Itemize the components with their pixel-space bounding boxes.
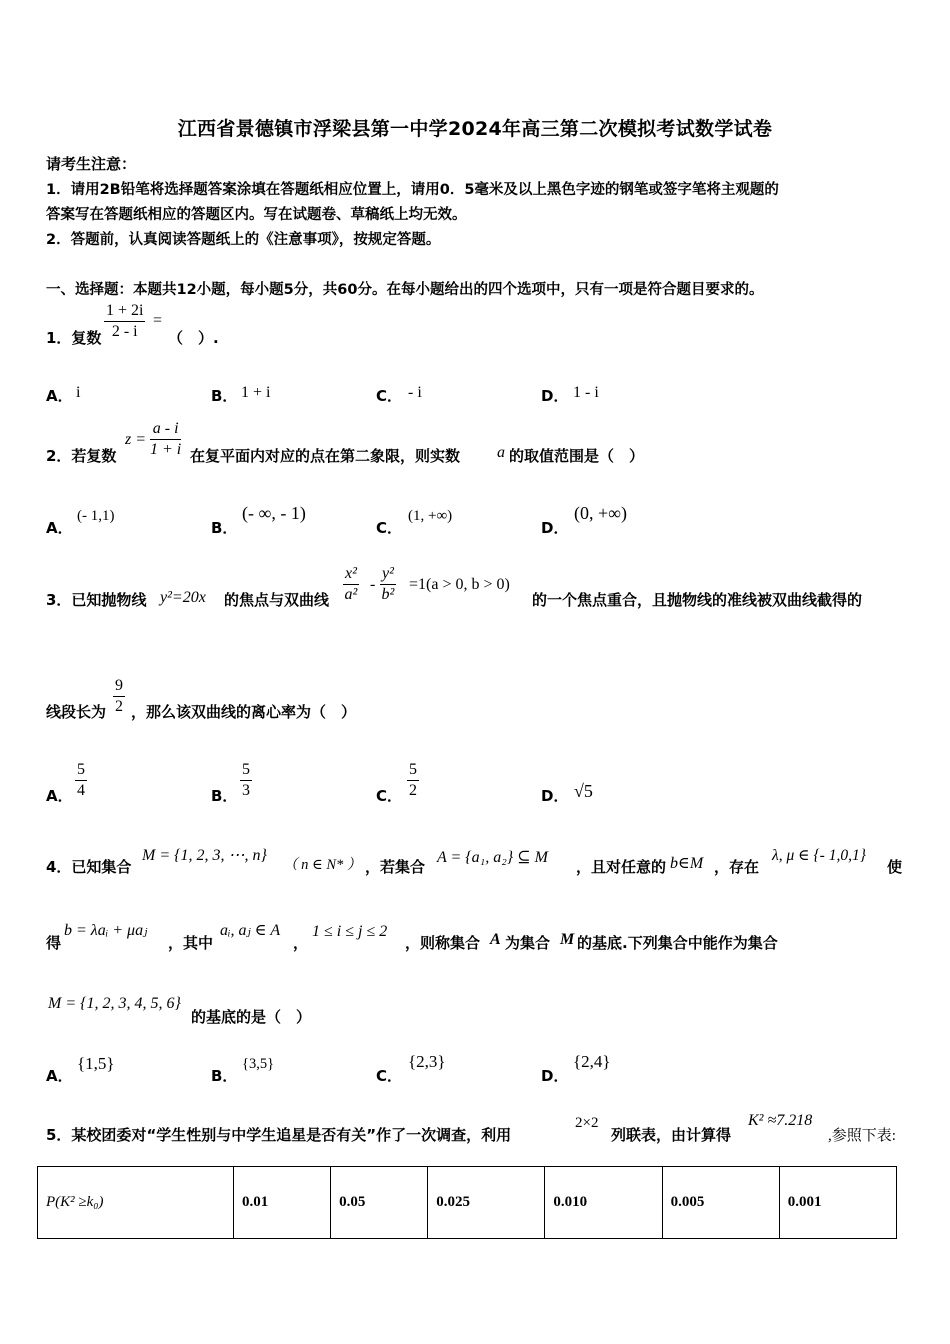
notice-line1a: 1．请用2B铅笔将选择题答案涂填在答题纸相应位置上，请用0．5毫米及以上黑色字迹的钢笔或签字笔将主观题的 bbox=[46, 182, 779, 198]
table-cell: 0.001 bbox=[779, 1167, 896, 1239]
q4-comma: ， bbox=[293, 934, 309, 952]
q4-prefix: 4．已知集合 bbox=[46, 858, 132, 876]
q2-z: z = bbox=[125, 431, 147, 448]
q2-option-d[interactable] bbox=[541, 517, 568, 538]
q3-fraction-9-2 bbox=[113, 676, 125, 717]
q3-line2b: ，那么该双曲线的离心率为（ ） bbox=[131, 703, 357, 721]
q2-denominator: 1 + i bbox=[150, 441, 182, 458]
q3-denominator: 2 bbox=[115, 698, 123, 715]
option-denominator: 3 bbox=[242, 782, 250, 799]
q4-line2d: 为集合 bbox=[505, 934, 551, 952]
q2-option-c[interactable] bbox=[376, 517, 402, 538]
q2-option-c-value: (1, +∞) bbox=[408, 508, 453, 524]
option-label: B． bbox=[211, 787, 238, 805]
table-header-cell: P(K² ≥k₀) bbox=[38, 1167, 234, 1239]
q4-lambda-mu: λ, μ ∈ {- 1,0,1} bbox=[772, 847, 866, 864]
q3-option-a-value bbox=[75, 760, 87, 801]
q3-prefix: 3．已知抛物线 bbox=[46, 591, 147, 609]
q4-b-equation: b = λaᵢ + μaⱼ bbox=[64, 922, 148, 939]
page-title: 江西省景德镇市浮梁县第一中学2024年高三第二次模拟考试数学试卷 bbox=[177, 118, 773, 140]
q3-option-b-value bbox=[240, 760, 252, 801]
table-cell: 0.05 bbox=[331, 1167, 428, 1239]
q1-option-b-value: 1 + i bbox=[241, 384, 271, 401]
q3-suffix: 的一个焦点重合，且抛物线的准线被双曲线截得的 bbox=[532, 591, 863, 609]
q3-b2: b² bbox=[381, 586, 395, 603]
option-label: C． bbox=[376, 787, 403, 805]
q3-parabola: y²=20x bbox=[160, 589, 206, 606]
option-label: B． bbox=[211, 387, 238, 405]
q4-option-d[interactable] bbox=[541, 1065, 568, 1086]
q3-option-b[interactable] bbox=[211, 785, 237, 806]
option-label: D． bbox=[541, 787, 569, 805]
q3-fraction-y bbox=[380, 564, 396, 605]
q5-prefix: 5．某校团委对“学生性别与中学生追星是否有关”作了一次调查，利用 bbox=[46, 1126, 512, 1144]
q3-condition: =1(a > 0, b > 0) bbox=[409, 576, 510, 593]
q1-option-d-value: 1 - i bbox=[573, 384, 599, 401]
k-squared-table bbox=[37, 1166, 897, 1239]
q2-option-b-value: (- ∞, - 1) bbox=[242, 503, 306, 523]
option-label: A． bbox=[46, 387, 73, 405]
q1-equals: = bbox=[153, 312, 163, 329]
q4-set-m: M = {1, 2, 3, ⋯, n} bbox=[142, 847, 267, 864]
q1-denominator: 2 - i bbox=[111, 323, 138, 340]
q1-fraction bbox=[104, 301, 145, 342]
q4-option-c-value: {2,3} bbox=[408, 1052, 446, 1071]
q4-line3: 的基底的是（ ） bbox=[191, 1008, 312, 1026]
option-denominator: 4 bbox=[77, 782, 85, 799]
q2-var-a: a bbox=[497, 444, 505, 461]
q4-line2b: ，其中 bbox=[168, 934, 214, 952]
option-label: D． bbox=[541, 387, 569, 405]
q4-set-m2: M = {1, 2, 3, 4, 5, 6} bbox=[48, 995, 181, 1012]
table-cell: 0.005 bbox=[662, 1167, 779, 1239]
q3-mid: 的焦点与双曲线 bbox=[224, 591, 330, 609]
option-label: D． bbox=[541, 1067, 569, 1085]
q4-line2c: ，则称集合 bbox=[405, 934, 481, 952]
option-label: B． bbox=[211, 519, 238, 537]
q4-line2a: 得 bbox=[46, 934, 62, 952]
q1-option-c-value: - i bbox=[408, 384, 422, 401]
q1-option-a-value: i bbox=[76, 384, 81, 401]
q3-fraction-x bbox=[343, 564, 359, 605]
q2-option-d-value: (0, +∞) bbox=[574, 503, 627, 523]
option-numerator: 5 bbox=[409, 761, 417, 778]
option-label: A． bbox=[46, 519, 73, 537]
q4-inequality: 1 ≤ i ≤ j ≤ 2 bbox=[312, 923, 388, 940]
q3-option-d[interactable] bbox=[541, 785, 568, 806]
q3-numerator: 9 bbox=[113, 676, 125, 697]
q1-prefix: 1．复数 bbox=[46, 329, 102, 347]
q3-x2: x² bbox=[343, 564, 359, 585]
q2-prefix: 2．若复数 bbox=[46, 447, 117, 465]
q2-fraction bbox=[150, 419, 181, 460]
option-label: C． bbox=[376, 519, 403, 537]
option-numerator: 5 bbox=[77, 761, 85, 778]
q3-option-a[interactable] bbox=[46, 785, 73, 806]
q4-option-b-value: {3,5} bbox=[242, 1056, 275, 1072]
q3-option-c[interactable] bbox=[376, 785, 402, 806]
q4-set-a: A = {a₁, a₂} ⊆ M bbox=[437, 849, 548, 866]
option-label: C． bbox=[376, 387, 403, 405]
notice-line1b: 答案写在答题纸相应的答题区内。写在试题卷、草稿纸上均无效。 bbox=[46, 207, 467, 223]
q1-option-b[interactable] bbox=[211, 385, 237, 406]
q4-var-a: A bbox=[490, 931, 501, 948]
q3-option-d-value: √5 bbox=[574, 781, 593, 801]
notice-heading: 请考生注意： bbox=[46, 155, 137, 173]
q4-line2e: 的基底.下列集合中能作为集合 bbox=[577, 934, 778, 952]
option-label: A． bbox=[46, 787, 73, 805]
q4-option-d-value: {2,4} bbox=[573, 1052, 611, 1071]
option-label: B． bbox=[211, 1067, 238, 1085]
table-cell: 0.010 bbox=[545, 1167, 662, 1239]
q4-option-a-value: {1,5} bbox=[77, 1054, 115, 1073]
section-heading: 一、选择题：本题共12小题，每小题5分，共60分。在每小题给出的四个选项中，只有一项是符合题目要求的。 bbox=[46, 282, 764, 298]
option-label: D． bbox=[541, 519, 569, 537]
q1-numerator: 1 + 2i bbox=[104, 301, 145, 322]
q2-option-a[interactable] bbox=[46, 517, 73, 538]
q2-mid: 在复平面内对应的点在第二象限，则实数 bbox=[190, 447, 461, 465]
option-label: C． bbox=[376, 1067, 403, 1085]
q4-mid3: ，存在 bbox=[714, 858, 760, 876]
q1-option-c[interactable] bbox=[376, 385, 402, 406]
q1-option-d[interactable] bbox=[541, 385, 568, 406]
q2-option-a-value: (- 1,1) bbox=[77, 508, 115, 524]
q3-y2: y² bbox=[380, 564, 396, 585]
q4-mid1: ，若集合 bbox=[365, 858, 426, 876]
option-label: A． bbox=[46, 1067, 73, 1085]
table-cell: 0.025 bbox=[428, 1167, 545, 1239]
option-denominator: 2 bbox=[409, 782, 417, 799]
q4-ai-aj: aᵢ, aⱼ ∈ A bbox=[220, 922, 281, 939]
q3-minus: - bbox=[370, 576, 376, 593]
q4-b-in-m: b∈M bbox=[670, 855, 704, 872]
q4-option-b[interactable] bbox=[211, 1065, 237, 1086]
q2-suffix: 的取值范围是（ ） bbox=[509, 447, 645, 465]
q5-suffix: ,参照下表: bbox=[828, 1128, 896, 1144]
table-row bbox=[38, 1167, 897, 1239]
q4-var-m: M bbox=[560, 931, 575, 948]
q5-mid: 列联表，由计算得 bbox=[611, 1126, 732, 1144]
q2-option-b[interactable] bbox=[211, 517, 237, 538]
notice-line2: 2．答题前，认真阅读答题纸上的《注意事项》，按规定答题。 bbox=[46, 232, 441, 248]
q2-numerator: a - i bbox=[150, 419, 181, 440]
q4-option-a[interactable] bbox=[46, 1065, 73, 1086]
q1-suffix: （ ）. bbox=[168, 329, 219, 347]
q3-a2: a² bbox=[344, 586, 358, 603]
q4-mid2: ，且对任意的 bbox=[576, 858, 667, 876]
option-numerator: 5 bbox=[242, 761, 250, 778]
q5-k-squared: K² ≈7.218 bbox=[748, 1112, 813, 1129]
q4-option-c[interactable] bbox=[376, 1065, 402, 1086]
q4-n-in-n: （ n ∈ N* ） bbox=[283, 857, 362, 873]
q3-option-c-value bbox=[407, 760, 419, 801]
q5-table-size: 2×2 bbox=[575, 1115, 599, 1131]
q3-line2a: 线段长为 bbox=[46, 703, 107, 721]
q1-option-a[interactable] bbox=[46, 385, 73, 406]
q4-end1: 使 bbox=[887, 858, 903, 876]
table-cell: 0.01 bbox=[234, 1167, 331, 1239]
